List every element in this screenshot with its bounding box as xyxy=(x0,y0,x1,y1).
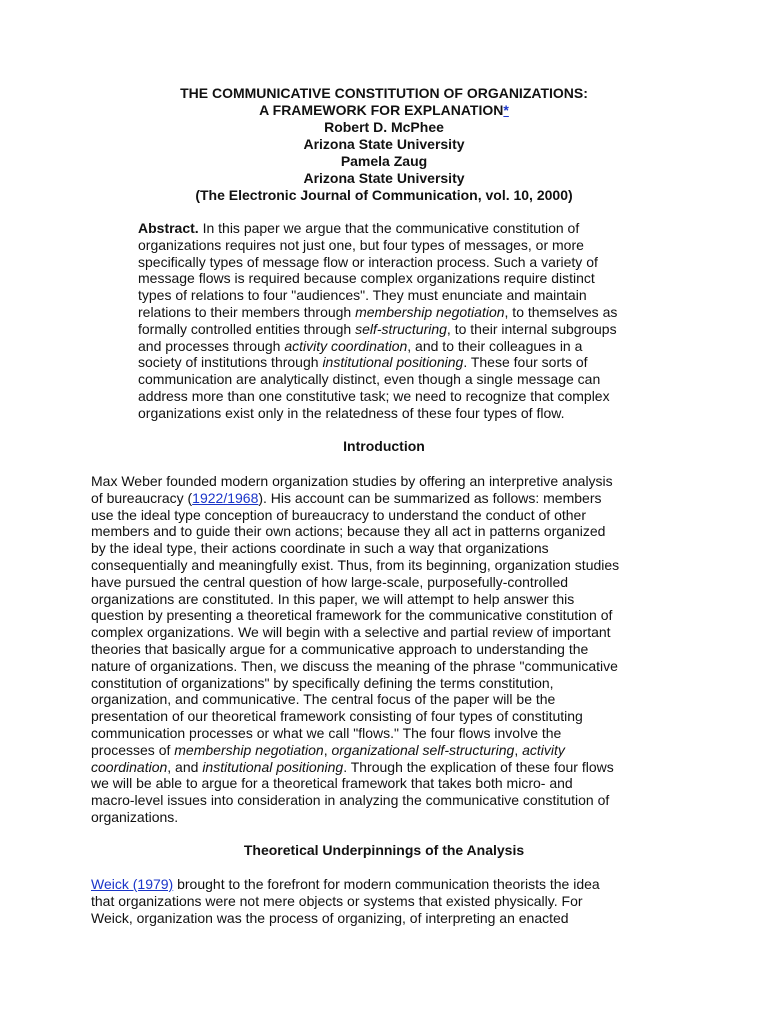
abstract-text: , and to their colleagues in a xyxy=(407,337,583,354)
emphasis: coordination xyxy=(91,758,168,775)
paragraph-text: we will be able to argue for a theoretical framework that takes both micro- and xyxy=(91,775,573,792)
author-1: Robert D. McPhee xyxy=(324,119,444,135)
paragraph-text: organizations are constituted. In this paper, we will attempt to help answer this xyxy=(91,590,575,607)
paragraph-text: processes of xyxy=(91,741,175,758)
paragraph-text: , and xyxy=(167,758,203,775)
paragraph-text: communication processes or what we call "flows." The four flows involve the xyxy=(91,724,562,741)
emphasis: activity xyxy=(522,741,565,758)
emphasis: membership negotiation xyxy=(355,303,505,320)
paragraph-text: Max Weber founded modern organization studies by offering an interpretive analysis xyxy=(91,473,613,489)
title-line-1: THE COMMUNICATIVE CONSTITUTION OF ORGANIZATIONS: xyxy=(180,85,588,101)
paragraph-text: organizations. xyxy=(91,808,179,825)
abstract-text: address more than one constitutive task; we need to recognize that complex xyxy=(138,387,610,404)
paragraph-text: , xyxy=(514,741,523,758)
affiliation-2: Arizona State University xyxy=(303,170,465,186)
paragraph-text: use the ideal type conception of bureaucracy to understand the conduct of other xyxy=(91,506,586,523)
paragraph-text: that organizations were not mere objects or systems that existed physically. For xyxy=(91,892,583,909)
title-block xyxy=(0,85,768,204)
emphasis: membership negotiation xyxy=(174,741,324,758)
abstract-text xyxy=(138,321,658,338)
emphasis: self-structuring xyxy=(355,320,447,337)
emphasis: activity coordination xyxy=(284,337,408,354)
footnote-link[interactable]: * xyxy=(503,102,509,118)
weber-citation-link[interactable]: 1922/1968 xyxy=(192,489,259,506)
abstract-text xyxy=(138,304,658,321)
emphasis: organizational self-structuring xyxy=(331,741,515,758)
abstract-text xyxy=(138,354,658,371)
paragraph-text: Weick, organization was the process of organizing, of interpreting an enacted xyxy=(91,909,569,926)
paragraph-text: brought to the forefront for modern communication theorists the idea xyxy=(173,876,600,892)
abstract-text: communication are analytically distinct, even though a single message can xyxy=(138,371,601,388)
paragraph-text: complex organizations. We will begin with a selective and partial review of important xyxy=(91,624,611,641)
abstract-text: . These four sorts of xyxy=(463,354,588,371)
paragraph-text: consequentially and meaningfully exist. Thus, from its beginning, organization studies xyxy=(91,556,620,573)
paragraph-text: question by presenting a theoretical framework for the communicative constitution of xyxy=(91,607,613,624)
paragraph-text xyxy=(91,759,681,776)
abstract-text: organizations requires not just one, but four types of messages, or more xyxy=(138,236,584,253)
abstract-text: formally controlled entities through xyxy=(138,320,356,337)
abstract-label: Abstract. xyxy=(138,220,199,236)
affiliation-1: Arizona State University xyxy=(303,136,465,152)
emphasis: institutional positioning xyxy=(322,354,464,371)
introduction-paragraph xyxy=(91,473,681,826)
paragraph-text xyxy=(91,876,681,893)
paragraph-text: presentation of our theoretical framework consisting of four types of constituting xyxy=(91,708,583,725)
abstract-text: In this paper we argue that the communicative constitution of xyxy=(198,220,580,236)
section-heading-introduction: Introduction xyxy=(343,438,425,454)
abstract-text: relations to their members through xyxy=(138,303,356,320)
paragraph-text xyxy=(91,742,681,759)
paragraph-text: by the ideal type, their actions coordinate in such a way that organizations xyxy=(91,540,549,557)
abstract-text: and processes through xyxy=(138,337,285,354)
abstract-text: , to their internal subgroups xyxy=(446,320,617,337)
paragraph-text: organization, and communicative. The central focus of the paper will be the xyxy=(91,691,556,708)
abstract-paragraph xyxy=(138,220,658,422)
abstract-text: society of institutions through xyxy=(138,354,323,371)
paragraph-text: have pursued the central question of how large-scale, purposefully-controlled xyxy=(91,573,569,590)
paragraph-text: , xyxy=(323,741,332,758)
underpinnings-paragraph xyxy=(91,876,681,926)
abstract-text: organizations exist only in the relatedness of these four types of flow. xyxy=(138,404,565,421)
paragraph-text: nature of organizations. Then, we discuss the meaning of the phrase "communicative xyxy=(91,657,618,674)
paragraph-text: macro-level issues into consideration in analyzing the communicative constitution of xyxy=(91,792,610,809)
paragraph-text: ). His account can be summarized as follows: members xyxy=(258,489,602,506)
emphasis: institutional positioning xyxy=(202,758,344,775)
abstract-text: message flows is required because complex organizations require distinct xyxy=(138,270,595,287)
title-line-2-text: A FRAMEWORK FOR EXPLANATION xyxy=(259,102,504,118)
paragraph-text xyxy=(91,490,681,507)
abstract-text: specifically types of message flow or interaction process. Such a variety of xyxy=(138,253,598,270)
paragraph-text: members and to guide their own actions; because they all act in patterns organized xyxy=(91,523,606,540)
abstract-text: , to themselves as xyxy=(504,303,618,320)
paragraph-text: constitution of organizations" by specifically defining the terms constitution, xyxy=(91,674,554,691)
paragraph-text: of bureaucracy ( xyxy=(91,489,193,506)
author-2: Pamela Zaug xyxy=(340,153,428,169)
paragraph-text: . Through the explication of these four flows xyxy=(343,758,614,775)
journal-citation: (The Electronic Journal of Communication, vol. 10, 2000) xyxy=(195,187,573,203)
abstract-text xyxy=(138,338,658,355)
paragraph-text: theories that basically argue for a communicative approach to understanding the xyxy=(91,640,589,657)
abstract-text: types of relations to four "audiences". They must enunciate and maintain xyxy=(138,287,587,304)
section-heading-underpinnings: Theoretical Underpinnings of the Analysis xyxy=(243,842,525,858)
weick-citation-link[interactable]: Weick (1979) xyxy=(91,876,174,892)
title-line-2 xyxy=(0,102,768,119)
